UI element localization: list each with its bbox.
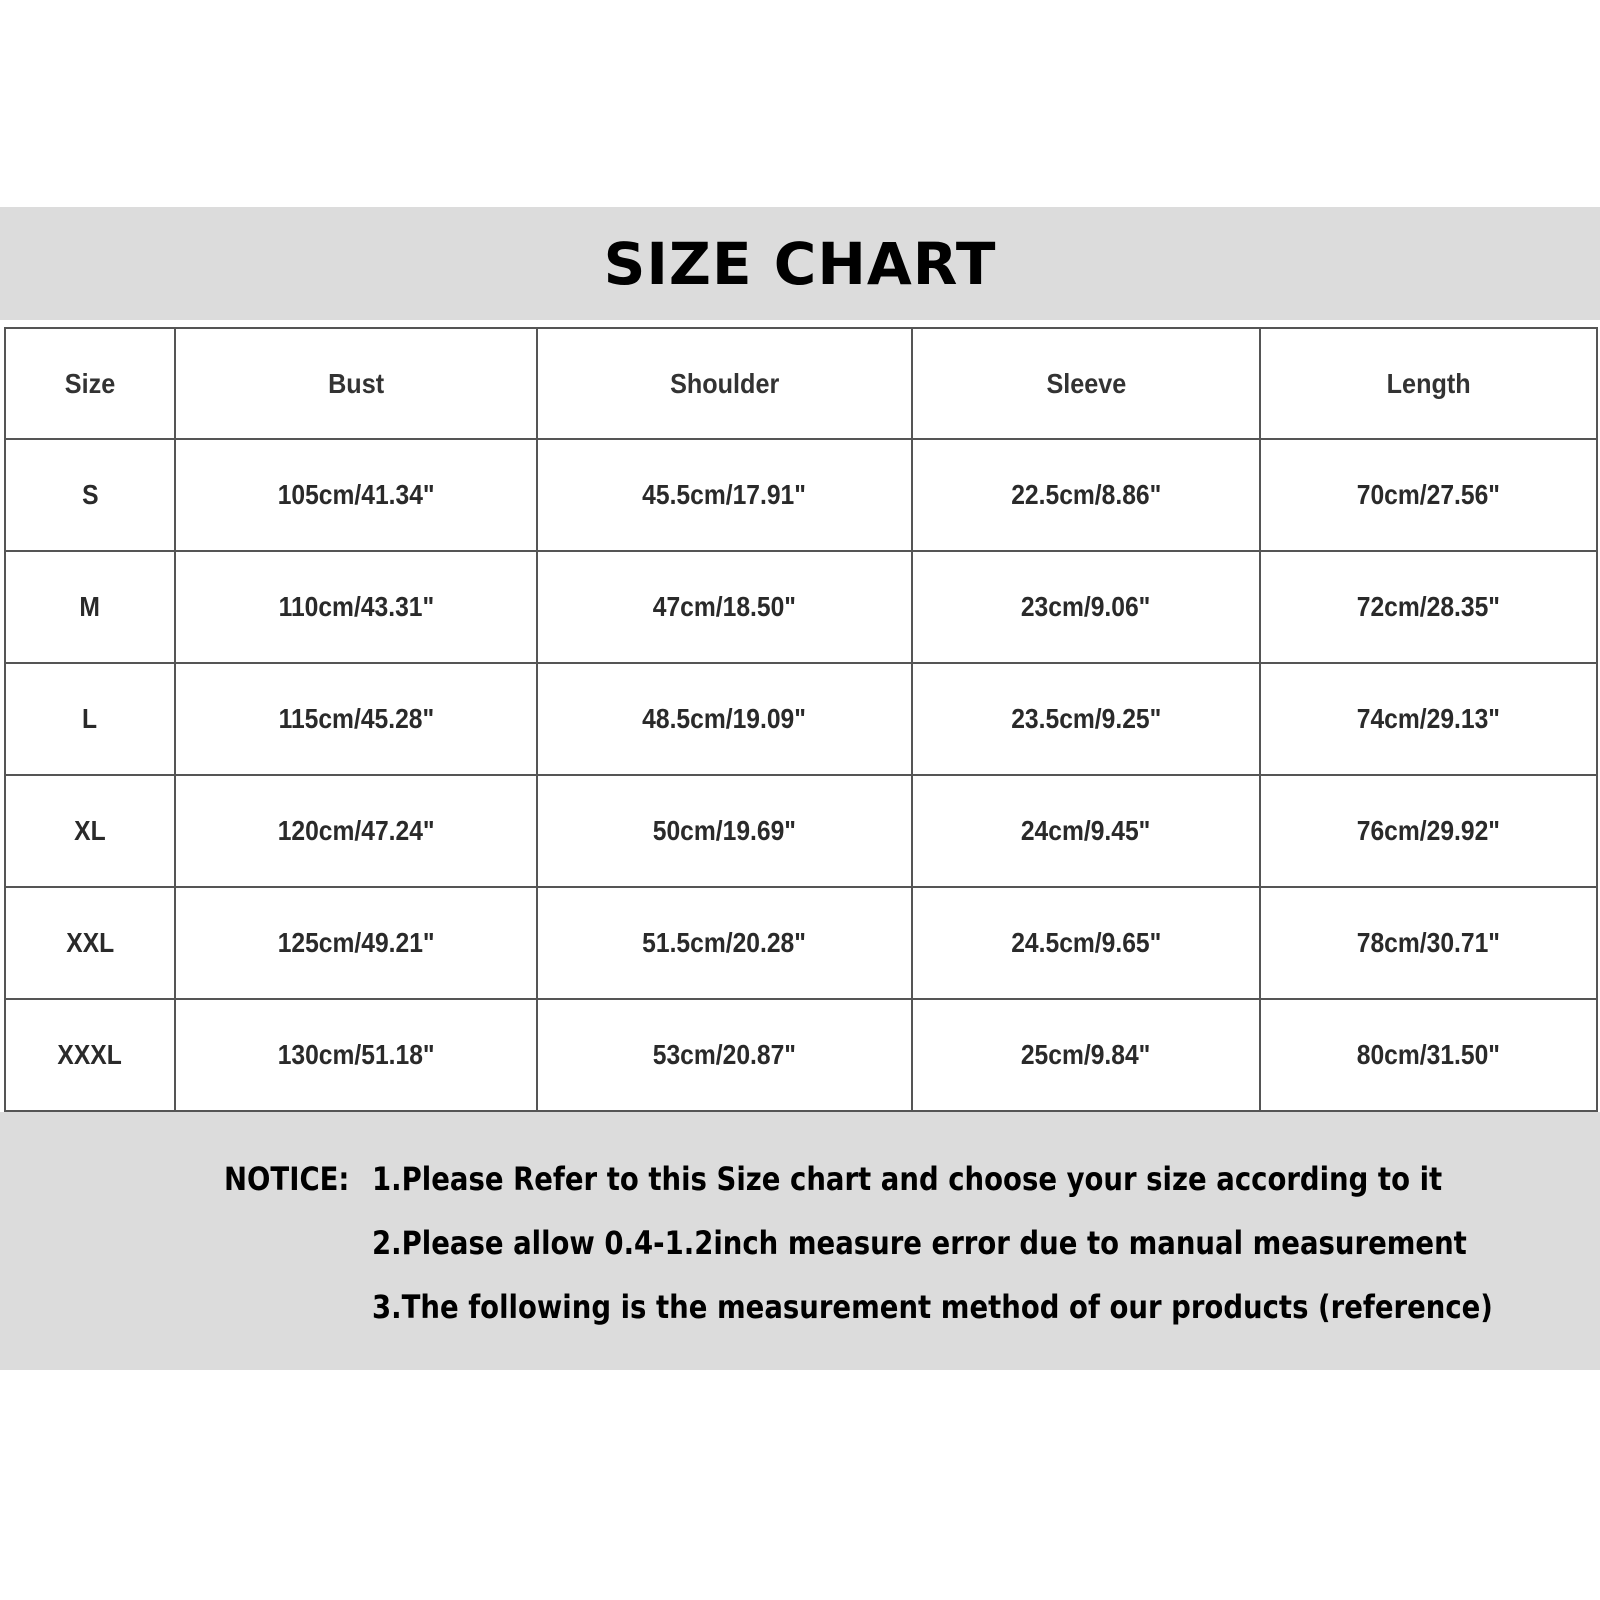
header-shoulder: Shoulder [537, 328, 912, 439]
cell-sleeve: 25cm/9.84" [912, 999, 1260, 1111]
notice-line-2: 2.Please allow 0.4-1.2inch measure error due to manual measurement [372, 1224, 1467, 1262]
cell-size: L [5, 663, 175, 775]
notice-band [0, 1112, 1600, 1370]
table-row [5, 551, 1597, 663]
cell-bust: 115cm/45.28" [175, 663, 537, 775]
cell-bust: 110cm/43.31" [175, 551, 537, 663]
cell-size: M [5, 551, 175, 663]
cell-length: 70cm/27.56" [1260, 439, 1597, 551]
table-row [5, 775, 1597, 887]
cell-sleeve: 22.5cm/8.86" [912, 439, 1260, 551]
title-band [0, 207, 1600, 320]
cell-length: 74cm/29.13" [1260, 663, 1597, 775]
table-row [5, 999, 1597, 1111]
size-table-wrapper [4, 327, 1596, 1112]
header-size: Size [5, 328, 175, 439]
notice-label: NOTICE: [224, 1160, 350, 1198]
cell-bust: 105cm/41.34" [175, 439, 537, 551]
header-bust: Bust [175, 328, 537, 439]
cell-size: XXL [5, 887, 175, 999]
cell-length: 80cm/31.50" [1260, 999, 1597, 1111]
cell-sleeve: 24cm/9.45" [912, 775, 1260, 887]
cell-shoulder: 50cm/19.69" [537, 775, 912, 887]
cell-shoulder: 51.5cm/20.28" [537, 887, 912, 999]
cell-length: 78cm/30.71" [1260, 887, 1597, 999]
cell-shoulder: 45.5cm/17.91" [537, 439, 912, 551]
cell-length: 76cm/29.92" [1260, 775, 1597, 887]
table-row [5, 439, 1597, 551]
cell-bust: 125cm/49.21" [175, 887, 537, 999]
cell-bust: 120cm/47.24" [175, 775, 537, 887]
table-row [5, 887, 1597, 999]
size-table [4, 327, 1598, 1112]
cell-shoulder: 53cm/20.87" [537, 999, 912, 1111]
cell-size: XL [5, 775, 175, 887]
cell-size: XXXL [5, 999, 175, 1111]
notice-line-3: 3.The following is the measurement method of our products (reference) [372, 1288, 1493, 1326]
cell-sleeve: 24.5cm/9.65" [912, 887, 1260, 999]
cell-shoulder: 47cm/18.50" [537, 551, 912, 663]
table-header-row [5, 328, 1597, 439]
cell-length: 72cm/28.35" [1260, 551, 1597, 663]
cell-sleeve: 23.5cm/9.25" [912, 663, 1260, 775]
cell-sleeve: 23cm/9.06" [912, 551, 1260, 663]
page-title: SIZE CHART [603, 229, 997, 298]
header-sleeve: Sleeve [912, 328, 1260, 439]
cell-bust: 130cm/51.18" [175, 999, 537, 1111]
notice-line-1: 1.Please Refer to this Size chart and choose your size according to it [372, 1160, 1443, 1198]
header-length: Length [1260, 328, 1597, 439]
table-row [5, 663, 1597, 775]
cell-size: S [5, 439, 175, 551]
cell-shoulder: 48.5cm/19.09" [537, 663, 912, 775]
